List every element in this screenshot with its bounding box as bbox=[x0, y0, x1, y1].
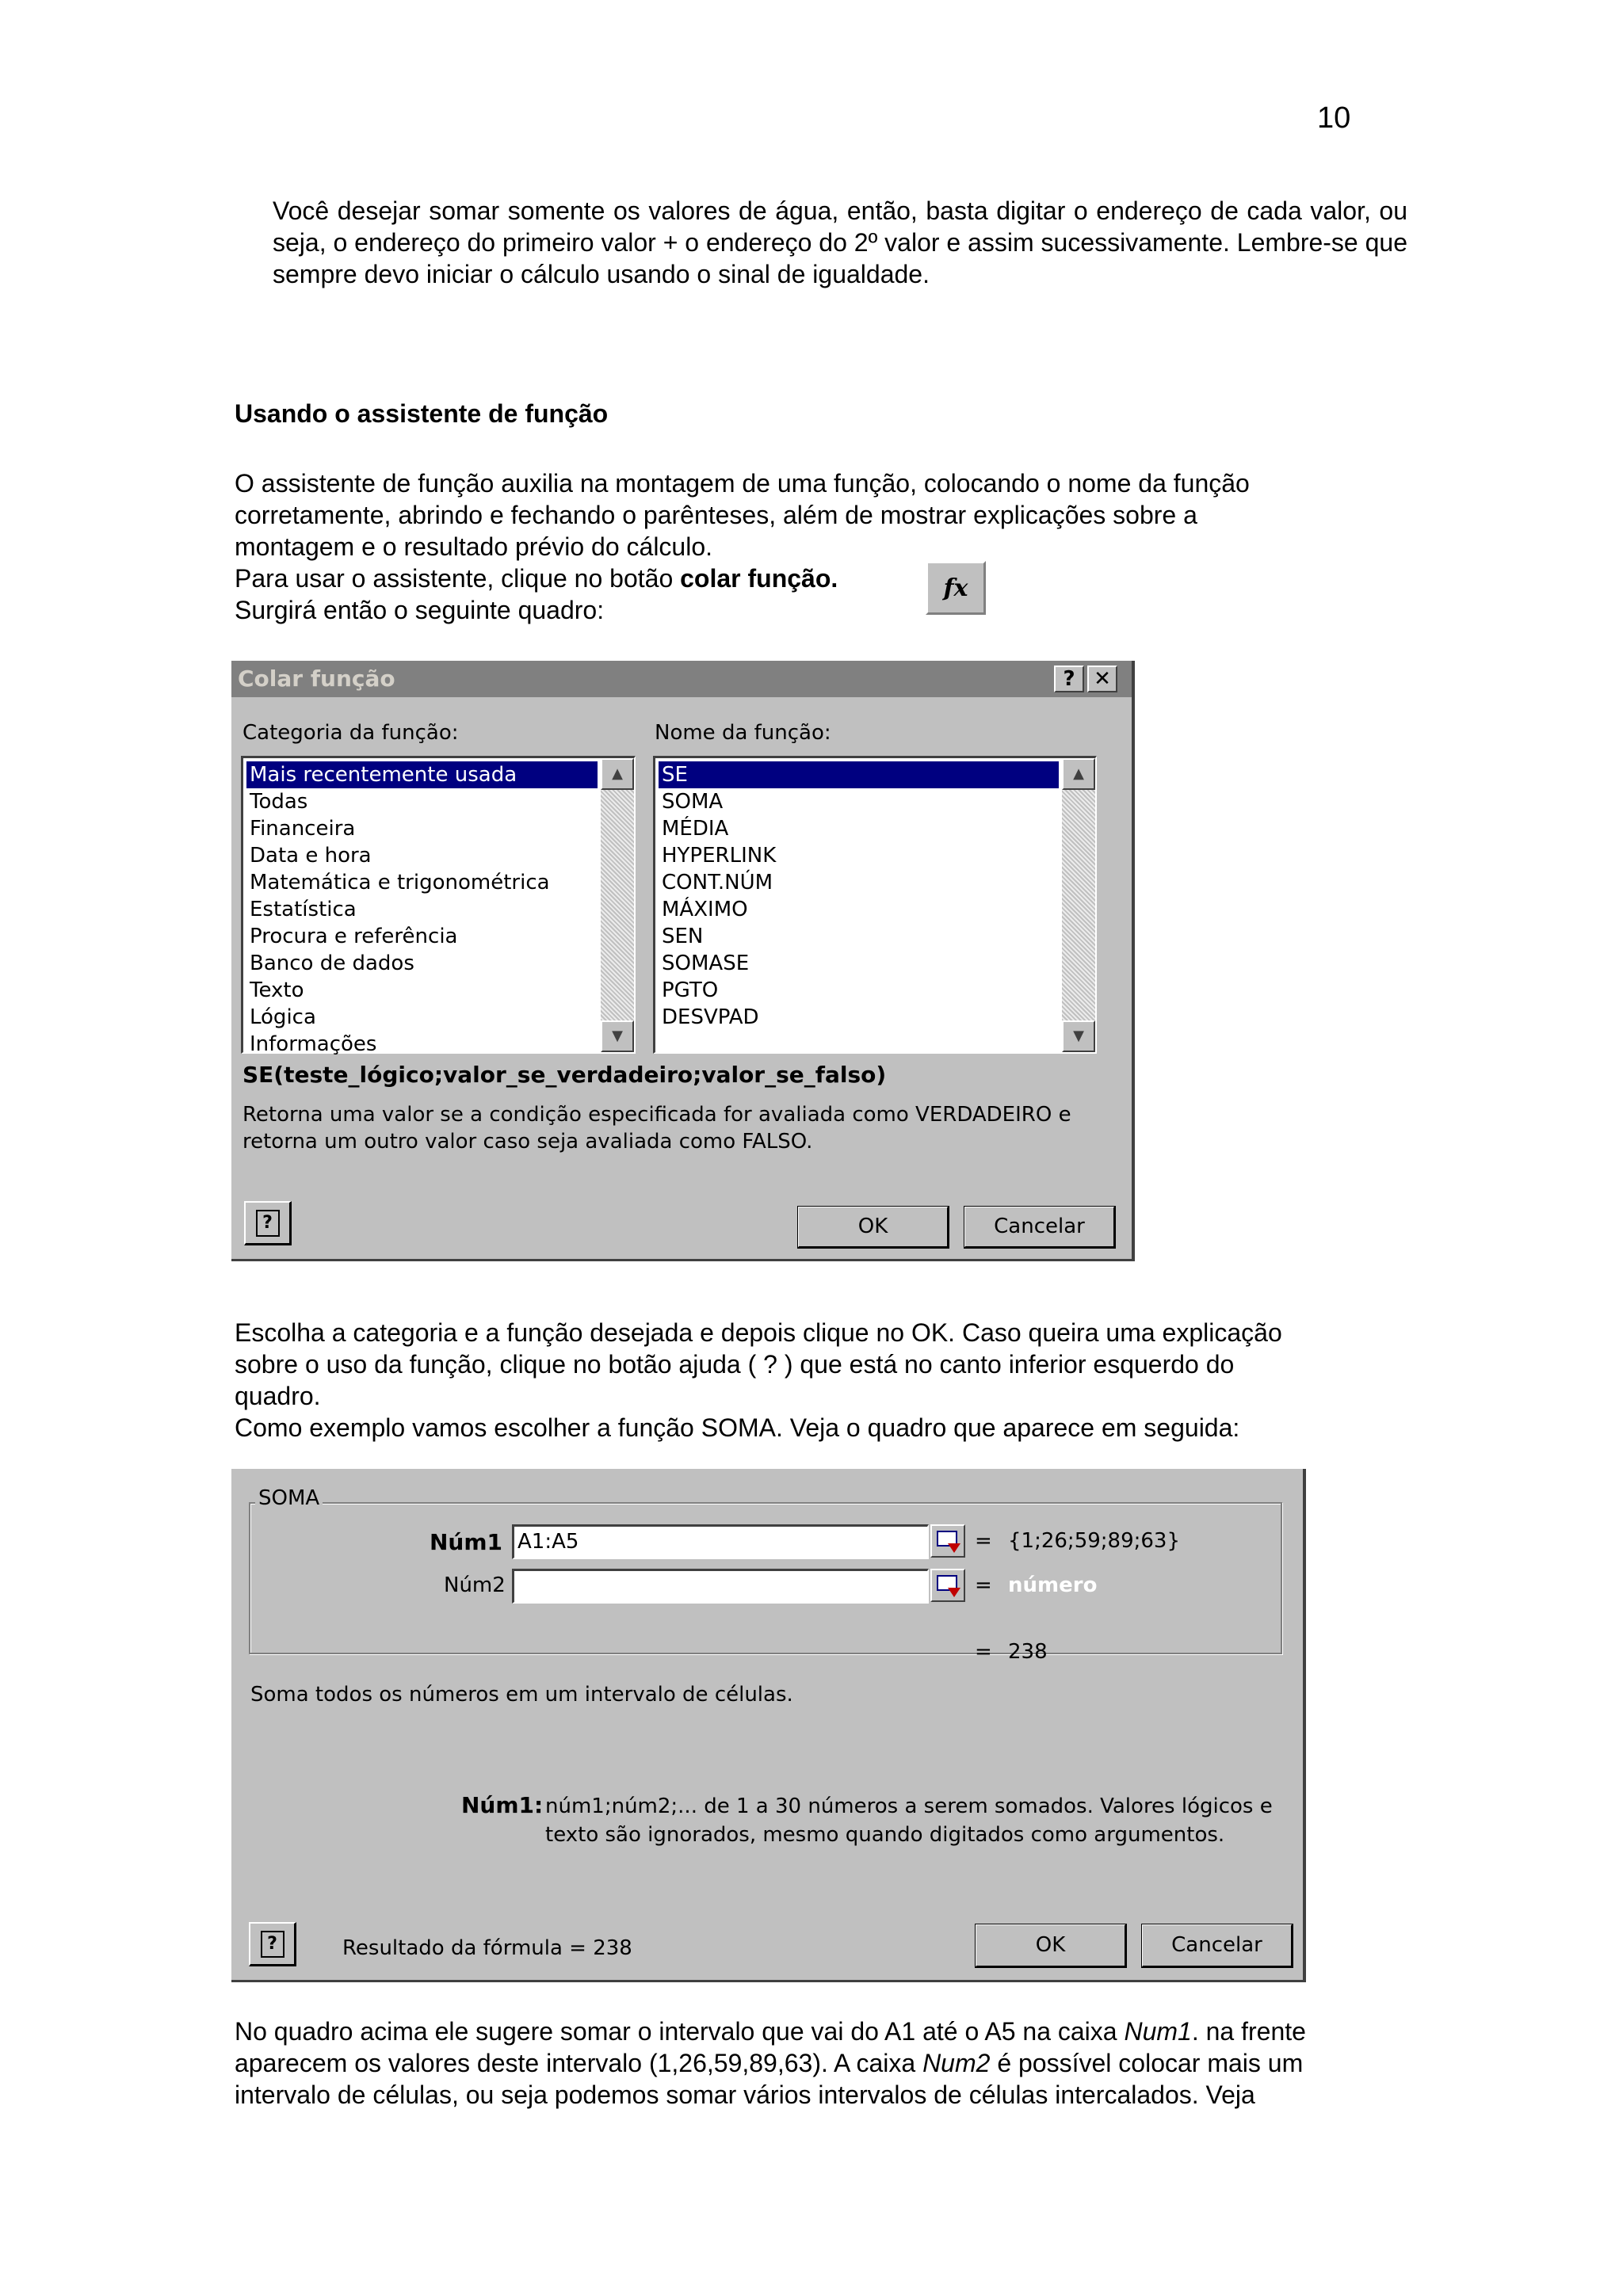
num1-result: {1;26;59;89;63} bbox=[1008, 1529, 1181, 1553]
collapse-arrow-icon bbox=[948, 1588, 960, 1597]
fx-icon: fx bbox=[943, 574, 968, 602]
description-line-1: Retorna uma valor se a condição especificada for avaliada como VERDADEIRO e bbox=[242, 1103, 1071, 1127]
choose-line-3: quadro. bbox=[235, 1382, 321, 1410]
intro-paragraph: Você desejar somar somente os valores de água, então, basta digitar o endereço de cada valor, ou seja, o endereço do primeiro valor + o endereço do 2º valor e assim sucessivamente. Lembre-se que sempre devo iniciar o cálculo usando o sinal de igualdade. bbox=[273, 196, 1407, 288]
closing-line-2-pre: aparecem os valores deste intervalo (1,26,59,89,63). A caixa bbox=[235, 2049, 923, 2077]
category-scrollbar[interactable] bbox=[601, 758, 634, 1052]
function-name-label: Nome da função: bbox=[655, 721, 831, 745]
total-equals: = bbox=[975, 1640, 992, 1664]
num2-input[interactable] bbox=[512, 1569, 929, 1604]
argument-line-2: texto são ignorados, mesmo quando digitados como argumentos. bbox=[545, 1823, 1225, 1847]
num1-label: Núm1 bbox=[430, 1529, 503, 1555]
scroll-up-icon[interactable]: ▲ bbox=[1062, 758, 1095, 790]
category-list-item[interactable]: Mais recentemente usada bbox=[246, 761, 598, 788]
function-list-item[interactable]: CONT.NÚM bbox=[662, 871, 773, 894]
function-description: Soma todos os números em um intervalo de células. bbox=[250, 1683, 793, 1707]
dialog-title: Colar função bbox=[238, 666, 395, 692]
scroll-down-icon[interactable]: ▼ bbox=[601, 1020, 634, 1052]
function-list-item[interactable]: SOMASE bbox=[662, 952, 750, 975]
category-list-item[interactable]: Lógica bbox=[250, 1005, 316, 1029]
num1-collapse-button[interactable] bbox=[930, 1524, 965, 1558]
category-listbox[interactable] bbox=[241, 756, 636, 1054]
titlebar-help-button[interactable]: ? bbox=[1054, 666, 1084, 692]
scroll-down-icon[interactable]: ▼ bbox=[1062, 1020, 1095, 1052]
colar-funcao-term: colar função. bbox=[680, 564, 838, 593]
category-list-item[interactable]: Texto bbox=[250, 978, 304, 1002]
category-list-item[interactable]: Estatística bbox=[250, 898, 357, 921]
assistant-line-5: Surgirá então o seguinte quadro: bbox=[235, 596, 605, 624]
colar-funcao-fx-button[interactable] bbox=[926, 561, 986, 615]
help-button[interactable] bbox=[244, 1201, 292, 1245]
category-list-item[interactable]: Data e hora bbox=[250, 844, 372, 868]
assistant-line-3: montagem e o resultado prévio do cálculo. bbox=[235, 532, 713, 561]
choose-line-2: sobre o uso da função, clique no botão ajuda ( ? ) que está no canto inferior esquerdo do bbox=[235, 1350, 1235, 1379]
num1-equals: = bbox=[975, 1529, 992, 1553]
num2-equals: = bbox=[975, 1573, 992, 1597]
argument-description bbox=[545, 1792, 1273, 1849]
closing-line-2 bbox=[235, 2047, 1423, 2079]
num2-result-placeholder: número bbox=[1008, 1573, 1098, 1597]
closing-line-1-post: . na frente bbox=[1191, 2017, 1306, 2046]
category-label: Categoria da função: bbox=[242, 721, 459, 745]
group-title: SOMA bbox=[255, 1486, 323, 1510]
soma-arguments-dialog bbox=[231, 1469, 1306, 1982]
help-icon: ? bbox=[256, 1210, 280, 1237]
colar-funcao-dialog bbox=[231, 661, 1135, 1261]
closing-line-2-post: é possível colocar mais um bbox=[990, 2049, 1304, 2077]
function-description bbox=[242, 1101, 1071, 1155]
help-icon: ? bbox=[261, 1931, 285, 1958]
function-list-item[interactable]: DESVPAD bbox=[662, 1005, 759, 1029]
category-list-item[interactable]: Informações bbox=[250, 1032, 377, 1056]
assistant-paragraph bbox=[235, 467, 1423, 626]
closing-line-1-pre: No quadro acima ele sugere somar o intervalo que vai do A1 até o A5 na caixa bbox=[235, 2017, 1125, 2046]
ok-button[interactable]: OK bbox=[975, 1924, 1127, 1968]
collapse-arrow-icon bbox=[948, 1543, 960, 1553]
section-heading: Usando o assistente de função bbox=[235, 399, 609, 428]
assistant-line-1: O assistente de função auxilia na montagem de uma função, colocando o nome da função bbox=[235, 469, 1250, 498]
cancel-button[interactable]: Cancelar bbox=[1141, 1924, 1293, 1968]
assistant-line-4-text: Para usar o assistente, clique no botão bbox=[235, 564, 681, 593]
category-list bbox=[246, 761, 598, 1058]
assistant-line-2: corretamente, abrindo e fechando o parênteses, além de mostrar explicações sobre a bbox=[235, 501, 1197, 529]
function-list-item[interactable]: MÉDIA bbox=[662, 817, 729, 841]
num1-term: Num1 bbox=[1124, 2017, 1192, 2046]
assistant-line-4 bbox=[235, 563, 1423, 594]
category-list-item[interactable]: Matemática e trigonométrica bbox=[250, 871, 550, 894]
num2-collapse-button[interactable] bbox=[930, 1569, 965, 1602]
ok-button[interactable]: OK bbox=[797, 1206, 949, 1249]
function-list-item[interactable]: HYPERLINK bbox=[662, 844, 777, 868]
num2-term: Num2 bbox=[922, 2049, 991, 2077]
closing-line-3: intervalo de células, ou seja podemos somar vários intervalos de células intercalados. Veja bbox=[235, 2081, 1255, 2109]
num1-input[interactable]: A1:A5 bbox=[512, 1524, 929, 1559]
cancel-button[interactable]: Cancelar bbox=[964, 1206, 1116, 1249]
description-line-2: retorna um outro valor caso seja avaliada como FALSO. bbox=[242, 1130, 813, 1154]
function-list-item[interactable]: PGTO bbox=[662, 978, 719, 1002]
page-number: 10 bbox=[1317, 101, 1351, 135]
function-syntax: SE(teste_lógico;valor_se_verdadeiro;valor_se_falso) bbox=[242, 1062, 887, 1088]
choose-line-4: Como exemplo vamos escolher a função SOMA. Veja o quadro que aparece em seguida: bbox=[235, 1413, 1240, 1442]
num2-label: Núm2 bbox=[444, 1573, 506, 1597]
function-list-item[interactable]: MÁXIMO bbox=[662, 898, 748, 921]
function-scrollbar[interactable] bbox=[1062, 758, 1095, 1052]
help-button[interactable] bbox=[249, 1922, 296, 1966]
choose-paragraph bbox=[235, 1317, 1423, 1444]
category-list-item[interactable]: Financeira bbox=[250, 817, 356, 841]
closing-line-1 bbox=[235, 2016, 1423, 2047]
function-listbox[interactable] bbox=[653, 756, 1097, 1054]
titlebar-close-button[interactable]: ✕ bbox=[1087, 666, 1117, 692]
category-list-item[interactable]: Procura e referência bbox=[250, 925, 458, 948]
argument-line-1: núm1;núm2;... de 1 a 30 números a serem somados. Valores lógicos e bbox=[545, 1794, 1273, 1818]
argument-label: Núm1: bbox=[461, 1792, 544, 1818]
category-list-item[interactable]: Todas bbox=[250, 790, 308, 814]
function-list-item[interactable]: SE bbox=[659, 761, 1059, 788]
total-value: 238 bbox=[1008, 1640, 1048, 1664]
category-list-item[interactable]: Banco de dados bbox=[250, 952, 414, 975]
dialog-titlebar bbox=[231, 661, 1132, 697]
closing-paragraph bbox=[235, 2016, 1423, 2111]
scroll-up-icon[interactable]: ▲ bbox=[601, 758, 634, 790]
function-list bbox=[659, 761, 1059, 1031]
function-list-item[interactable]: SOMA bbox=[662, 790, 724, 814]
formula-result: Resultado da fórmula = 238 bbox=[342, 1936, 632, 1960]
function-list-item[interactable]: SEN bbox=[662, 925, 704, 948]
choose-line-1: Escolha a categoria e a função desejada e depois clique no OK. Caso queira uma explicação bbox=[235, 1318, 1282, 1347]
